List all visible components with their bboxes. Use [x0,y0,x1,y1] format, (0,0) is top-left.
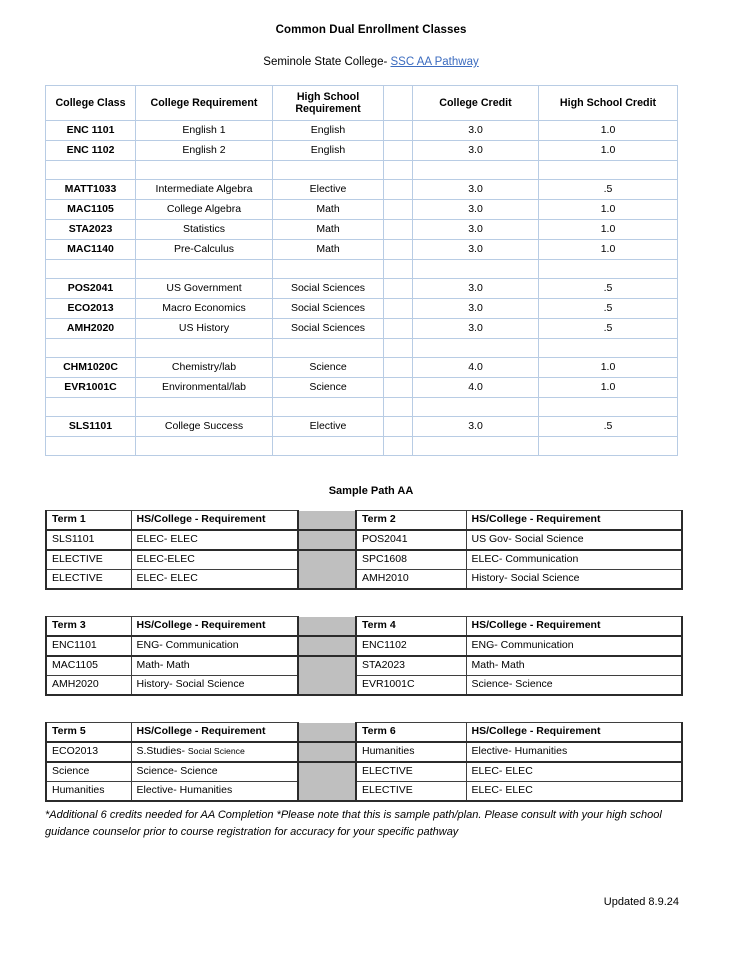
cell-high-school-credit: .5 [539,417,678,437]
sample-path-row [46,636,682,656]
cell-college-class: AMH2020 [46,319,136,339]
sample-path-row [46,550,682,570]
cell-college-credit: 3.0 [413,279,539,299]
header-term-right: Term 6 [356,723,466,743]
spacer-column [298,676,356,696]
cell-high-school-requirement: Science [273,378,384,398]
cell-college-class: SLS1101 [46,417,136,437]
cell-spacer [384,141,413,161]
cell-college-requirement: English 1 [136,121,273,141]
cell-course-left: ENC1101 [46,636,131,656]
cell-college-class: MAC1105 [46,200,136,220]
requirement-main-text: S.Studies- [136,745,188,758]
cell-course-right: ENC1102 [356,636,466,656]
table-row [46,417,678,437]
cell-college-credit: 3.0 [413,121,539,141]
spacer-cell [539,260,678,279]
spacer-cell [46,161,136,180]
cell-college-class: STA2023 [46,220,136,240]
cell-high-school-credit: 1.0 [539,240,678,260]
spacer-cell [539,339,678,358]
cell-high-school-requirement: Elective [273,417,384,437]
spacer-cell [46,339,136,358]
cell-high-school-credit: 1.0 [539,121,678,141]
cell-college-requirement: US History [136,319,273,339]
footnote: *Additional 6 credits needed for AA Completion *Please note that this is sample path/plan. Please consult with your high school guidance counselor prior to course registration for accuracy for your specific pathway [45,809,662,839]
spacer-cell [413,339,539,358]
sample-path-row [46,530,682,550]
cell-high-school-credit: .5 [539,279,678,299]
cell-college-requirement: US Government [136,279,273,299]
cell-spacer [384,121,413,141]
cell-college-class: ENC 1102 [46,141,136,161]
cell-college-requirement: Chemistry/lab [136,358,273,378]
ssc-aa-pathway-link[interactable]: SSC AA Pathway [390,56,479,68]
spacer-cell [136,161,273,180]
spacer-column [298,656,356,676]
sample-path-block [45,616,681,696]
table-row [46,240,678,260]
cell-course-left: ELECTIVE [46,570,131,590]
cell-college-requirement: Macro Economics [136,299,273,319]
spacer-cell [539,437,678,456]
cell-high-school-credit: .5 [539,180,678,200]
cell-requirement-right: US Gov- Social Science [466,530,682,550]
cell-course-left: Humanities [46,782,131,802]
table-row [46,141,678,161]
cell-college-credit: 3.0 [413,200,539,220]
spacer-column [298,617,356,637]
sample-path-row [46,656,682,676]
cell-college-requirement: College Algebra [136,200,273,220]
cell-high-school-credit: 1.0 [539,220,678,240]
cell-college-class: POS2041 [46,279,136,299]
spacer-cell [273,437,384,456]
cell-high-school-credit: .5 [539,319,678,339]
spacer-column [298,782,356,802]
cell-college-requirement: College Success [136,417,273,437]
header-term-left: Term 1 [46,511,131,531]
cell-spacer [384,299,413,319]
table-row [46,378,678,398]
cell-course-right: ELECTIVE [356,762,466,782]
header-college-credit: College Credit [413,86,539,121]
table-row [46,220,678,240]
spacer-column [298,636,356,656]
cell-college-credit: 4.0 [413,378,539,398]
cell-college-class: MATT1033 [46,180,136,200]
table-row [46,319,678,339]
sample-path-table [45,722,683,802]
sample-path-table [45,616,683,696]
table-row [46,200,678,220]
cell-spacer [384,180,413,200]
table-row [46,358,678,378]
cell-college-class: ECO2013 [46,299,136,319]
sample-path-row [46,782,682,802]
header-spacer [384,86,413,121]
sample-path-table [45,510,683,590]
spacer-cell [273,161,384,180]
table-spacer-row [46,437,678,456]
cell-requirement-left: Math- Math [131,656,298,676]
spacer-column [298,570,356,590]
sample-path-heading-wrap [45,456,697,510]
cell-college-requirement: English 2 [136,141,273,161]
spacer-cell [539,161,678,180]
cell-college-requirement: Intermediate Algebra [136,180,273,200]
spacer-cell [413,437,539,456]
cell-spacer [384,240,413,260]
cell-course-right: Humanities [356,742,466,762]
cell-requirement-left: History- Social Science [131,676,298,696]
spacer-cell [46,437,136,456]
common-dual-enrollment-table [45,85,678,456]
header-term-right: Term 2 [356,511,466,531]
spacer-cell [384,339,413,358]
cell-college-credit: 4.0 [413,358,539,378]
cell-high-school-requirement: Elective [273,180,384,200]
header-term-right: Term 4 [356,617,466,637]
cell-high-school-requirement: English [273,121,384,141]
cell-requirement-left: Elective- Humanities [131,782,298,802]
requirement-small-text: Social Science [187,746,245,757]
cell-college-class: MAC1140 [46,240,136,260]
cell-course-left: Science [46,762,131,782]
cell-college-requirement: Pre-Calculus [136,240,273,260]
cell-high-school-requirement: Social Sciences [273,279,384,299]
header-requirement-right: HS/College - Requirement [466,617,682,637]
sample-path-header-row [46,617,682,637]
cell-course-right: POS2041 [356,530,466,550]
sample-path-row [46,570,682,590]
spacer-cell [136,339,273,358]
cell-college-credit: 3.0 [413,299,539,319]
spacer-cell [273,398,384,417]
cell-high-school-requirement: English [273,141,384,161]
cell-high-school-requirement: Social Sciences [273,319,384,339]
spacer-cell [273,260,384,279]
header-requirement-left: HS/College - Requirement [131,723,298,743]
cell-course-right: ELECTIVE [356,782,466,802]
sample-path-header-row [46,511,682,531]
header-requirement-left: HS/College - Requirement [131,617,298,637]
cell-high-school-credit: 1.0 [539,358,678,378]
table-row [46,299,678,319]
header-requirement-right: HS/College - Requirement [466,723,682,743]
cell-spacer [384,378,413,398]
cell-course-left: ELECTIVE [46,550,131,570]
cell-course-left: ECO2013 [46,742,131,762]
cell-spacer [384,200,413,220]
cell-high-school-requirement: Science [273,358,384,378]
cell-college-requirement: Statistics [136,220,273,240]
cell-requirement-right: History- Social Science [466,570,682,590]
cell-college-credit: 3.0 [413,240,539,260]
sample-path-block [45,510,681,590]
cell-college-credit: 3.0 [413,319,539,339]
cell-spacer [384,358,413,378]
table-spacer-row [46,339,678,358]
spacer-cell [136,437,273,456]
cell-requirement-left: Science- Science [131,762,298,782]
table-header-row [46,86,678,121]
spacer-cell [273,339,384,358]
page-title: Common Dual Enrollment Classes [275,24,467,36]
cell-requirement-right: ENG- Communication [466,636,682,656]
sample-path-blocks [45,510,697,802]
cell-requirement-left [131,742,298,762]
cell-high-school-requirement: Math [273,220,384,240]
cell-college-credit: 3.0 [413,417,539,437]
updated-stamp: Updated 8.9.24 [603,896,679,908]
cell-requirement-right: Science- Science [466,676,682,696]
cell-requirement-left: ENG- Communication [131,636,298,656]
spacer-cell [384,161,413,180]
cell-high-school-credit: .5 [539,299,678,319]
spacer-column [298,530,356,550]
spacer-column [298,511,356,531]
cell-high-school-credit: 1.0 [539,378,678,398]
table-spacer-row [46,161,678,180]
sample-path-header-row [46,723,682,743]
cell-course-right: EVR1001C [356,676,466,696]
cell-requirement-right: Math- Math [466,656,682,676]
header-college-requirement: College Requirement [136,86,273,121]
header-high-school-requirement: High School Requirement [273,86,384,121]
spacer-cell [46,398,136,417]
cell-requirement-left: ELEC- ELEC [131,570,298,590]
header-requirement-left: HS/College - Requirement [131,511,298,531]
sample-path-title: Sample Path AA [328,485,414,497]
spacer-cell [384,398,413,417]
header-high-school-credit [539,86,678,121]
cell-high-school-credit: 1.0 [539,200,678,220]
subtitle-text: Seminole State College- [263,56,391,68]
cell-college-credit: 3.0 [413,180,539,200]
cell-requirement-left: ELEC- ELEC [131,530,298,550]
cell-college-credit: 3.0 [413,141,539,161]
spacer-column [298,762,356,782]
spacer-column [298,742,356,762]
sample-path-row [46,676,682,696]
cell-requirement-right: ELEC- ELEC [466,762,682,782]
header-term-left: Term 3 [46,617,131,637]
cell-spacer [384,417,413,437]
spacer-cell [136,398,273,417]
cell-college-requirement: Environmental/lab [136,378,273,398]
cell-course-left: MAC1105 [46,656,131,676]
cell-college-class: CHM1020C [46,358,136,378]
spacer-column [298,723,356,743]
cell-college-class: ENC 1101 [46,121,136,141]
spacer-cell [413,260,539,279]
sample-path-row [46,742,682,762]
table-spacer-row [46,260,678,279]
sample-path-block [45,722,681,802]
cell-course-right: STA2023 [356,656,466,676]
spacer-column [298,550,356,570]
cell-requirement-right: ELEC- Communication [466,550,682,570]
table-row [46,180,678,200]
spacer-cell [136,260,273,279]
cell-requirement-right: ELEC- ELEC [466,782,682,802]
spacer-cell [413,398,539,417]
table-spacer-row [46,398,678,417]
cell-high-school-credit: 1.0 [539,141,678,161]
header-college-class: College Class [46,86,136,121]
header-term-left: Term 5 [46,723,131,743]
spacer-cell [46,260,136,279]
cell-course-right: AMH2010 [356,570,466,590]
cell-requirement-left: ELEC-ELEC [131,550,298,570]
spacer-cell [384,260,413,279]
header-high-school-credit-label: High School Credit [559,96,657,109]
cell-course-right: SPC1608 [356,550,466,570]
table-row [46,279,678,299]
cell-high-school-requirement: Social Sciences [273,299,384,319]
spacer-cell [539,398,678,417]
cell-college-class: EVR1001C [46,378,136,398]
cell-spacer [384,220,413,240]
cell-course-left: SLS1101 [46,530,131,550]
cell-requirement-right: Elective- Humanities [466,742,682,762]
spacer-cell [413,161,539,180]
cell-high-school-requirement: Math [273,200,384,220]
subtitle [45,36,697,68]
cell-college-credit: 3.0 [413,220,539,240]
table-row [46,121,678,141]
sample-path-row [46,762,682,782]
spacer-cell [384,437,413,456]
cell-spacer [384,319,413,339]
cell-high-school-requirement: Math [273,240,384,260]
cell-course-left: AMH2020 [46,676,131,696]
table-body [46,121,678,456]
cell-spacer [384,279,413,299]
header-requirement-right: HS/College - Requirement [466,511,682,531]
